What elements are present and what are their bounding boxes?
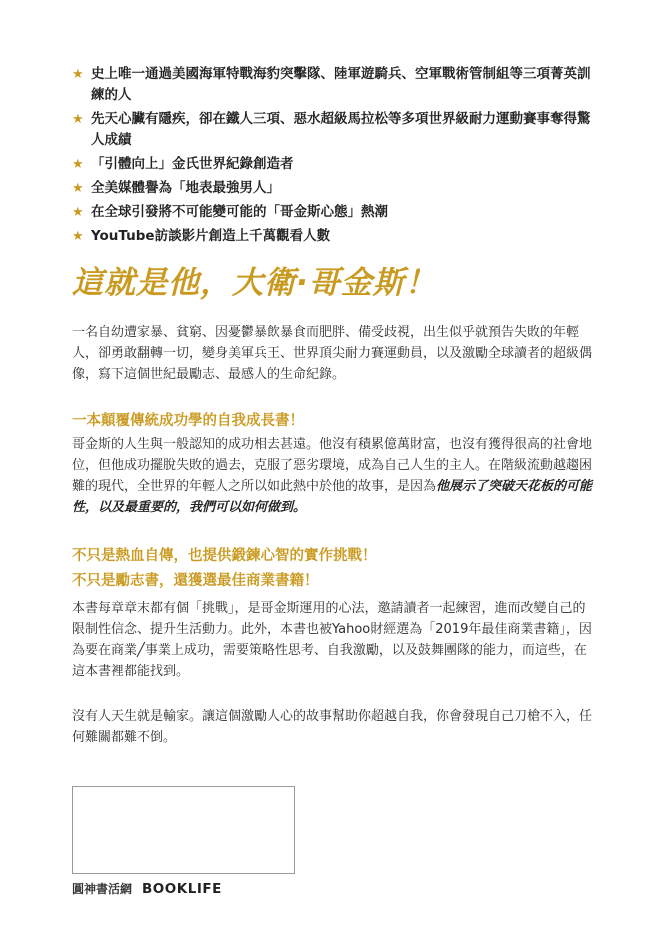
star-icon: ★ [72,157,84,172]
feature-item [72,226,600,247]
feature-text: 在全球引發將不可能變可能的「哥金斯心態」熱潮 [91,204,388,220]
section2-heading-line2: 不只是勵志書，還獲選最佳商業書籍！ [72,573,319,589]
feature-item [72,109,600,151]
headline: 這就是他，大衛·哥金斯！ [72,265,437,301]
feature-item [72,154,600,175]
star-icon: ★ [72,67,84,82]
section1-body [72,434,598,518]
section1-body-text: 哥金斯的人生與一般認知的成功相去甚遠。他沒有積累億萬財富，也沒有獲得很高的社會地位，但他成功擺脫失敗的過去，克服了惡劣環境，成為自己人生的主人。在階級流動越趨困難的現代，全世界的年輕人之所以如此熱中於他的故事，是因為 [72,437,593,494]
feature-text: 全美媒體譽為「地表最強男人」 [91,180,280,196]
feature-item [72,64,600,106]
star-icon: ★ [72,181,84,196]
section1-heading: 一本顛覆傳統成功學的自我成長書！ [72,413,304,429]
publisher-chinese-name: 圓神書活網 [72,882,133,896]
closing-paragraph: 沒有人天生就是輸家。讓這個激勵人心的故事幫助你超越自我，你會發現自己刀槍不入，任何難關都難不倒。 [72,709,593,745]
publisher-english-name: BOOKLIFE [142,881,222,897]
feature-text: 史上唯一通過美國海軍特戰海豹突擊隊、陸軍遊騎兵、空軍戰術管制組等三項菁英訓練的人 [91,66,591,103]
star-icon: ★ [72,229,84,244]
intro-paragraph: 一名自幼遭家暴、貧窮、因憂鬱暴飲暴食而肥胖、備受歧視，出生似乎就預告失敗的年輕人，卻勇敢翻轉一切，變身美軍兵王、世界頂尖耐力賽運動員，以及激勵全球讀者的超級偶像，寫下這個世紀最勵志、最感人的生命紀錄。 [72,325,593,382]
feature-item [72,202,600,223]
section2-body: 本書每章章末都有個「挑戰」，是哥金斯運用的心法，邀請讀者一起練習，進而改變自己的限制性信念、提升生活動力。此外，本書也被Yahoo財經選為「2019年最佳商業書籍」，因為要在商業╱事業上成功，需要策略性思考、自我激勵，以及鼓舞團隊的能力，而這些，在這本書裡都能找到。 [72,601,592,679]
star-icon: ★ [72,205,84,220]
publisher-logo [72,880,222,897]
star-icon: ★ [72,112,84,127]
feature-item [72,178,600,199]
section1-emphasis: 他展示了突破天花板的可能性，以及最重要的，我們可以如何做到。 [72,479,593,515]
feature-list [72,64,600,250]
barcode-placeholder-box [72,786,295,874]
section2-heading-line1: 不只是熱血自傳，也提供鍛鍊心智的實作挑戰！ [72,548,377,564]
feature-text: 先天心臟有隱疾，卻在鐵人三項、惡水超級馬拉松等多項世界級耐力運動賽事奪得驚人成績 [91,111,591,148]
feature-text: YouTube訪談影片創造上千萬觀看人數 [91,228,331,244]
feature-text: 「引體向上」金氏世界紀錄創造者 [91,156,294,172]
